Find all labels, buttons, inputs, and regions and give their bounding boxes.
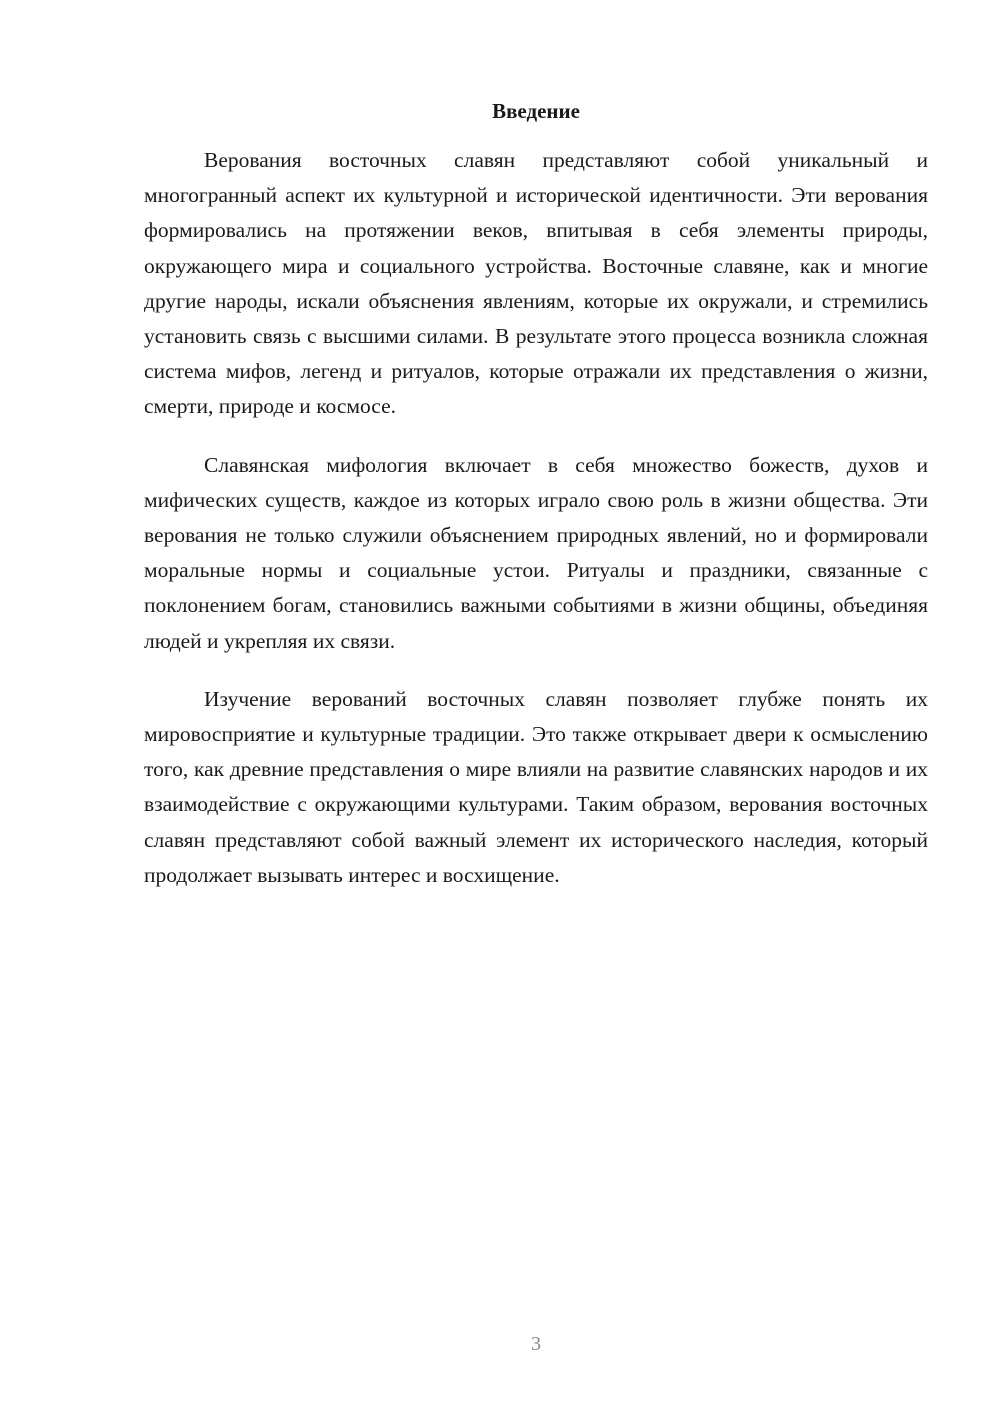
paragraph-1: Верования восточных славян представляют собой уникальный и многогранный аспект их культурной и исторической идентичности. Эти верования формировались на протяжении веков, впитывая в себя элементы природы, окружающего мира и социального устройства. Восточные славяне, как и многие другие народы, искали объяснения явлениям, которые их окружали, и стремились установить связь с высшими силами. В результате этого процесса возникла сложная система мифов, легенд и ритуалов, которые отражали их представления о жизни, смерти, природе и космосе. xyxy=(144,148,928,419)
body-text xyxy=(144,143,928,916)
paragraph-3: Изучение верований восточных славян позволяет глубже понять их мировосприятие и культурные традиции. Это также открывает двери к осмыслению того, как древние представления о мире влияли на развитие славянских народов и их взаимодействие с окружающими культурами. Таким образом, верования восточных славян представляют собой важный элемент их исторического наследия, который продолжает вызывать интерес и восхищение. xyxy=(144,686,928,887)
paragraph-2: Славянская мифология включает в себя множество божеств, духов и мифических существ, каждое из которых играло свою роль в жизни общества. Эти верования не только служили объяснением природных явлений, но и формировали моральные нормы и социальные устои. Ритуалы и праздники, связанные с поклонением богам, становились важными событиями в жизни общины, объединяя людей и укрепляя их связи. xyxy=(144,452,928,653)
page-number: 3 xyxy=(531,1333,541,1355)
page-title: Введение xyxy=(492,99,580,123)
